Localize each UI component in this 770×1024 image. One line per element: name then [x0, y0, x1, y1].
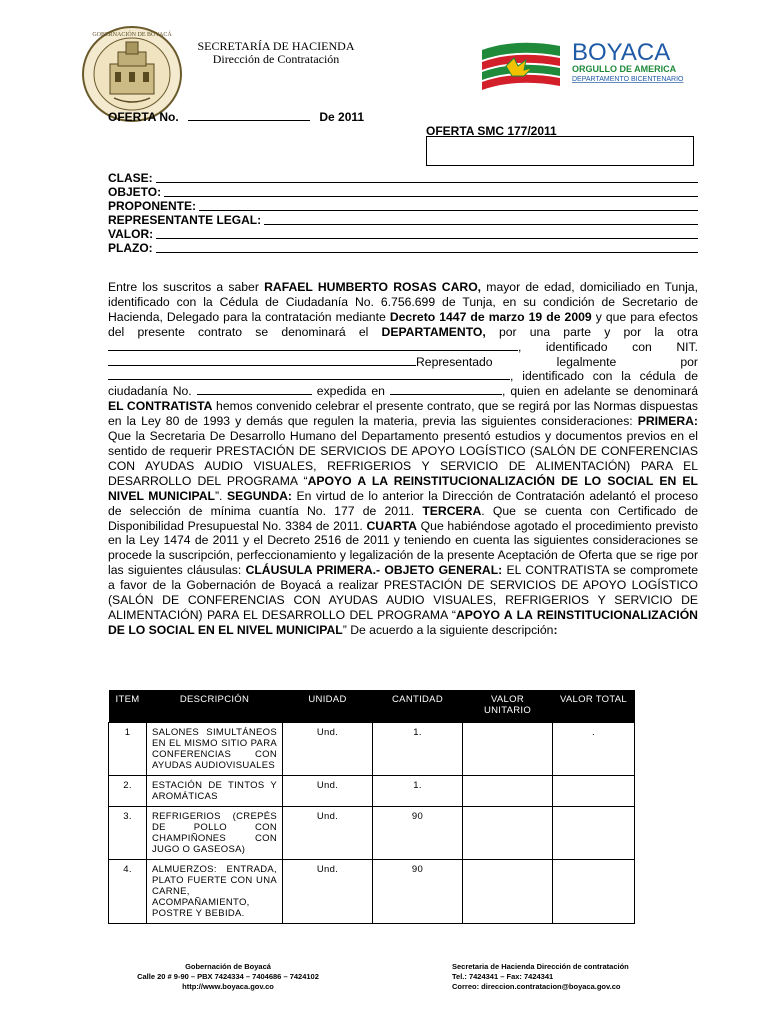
oferta-box [426, 136, 694, 166]
field-clase: CLASE: [108, 171, 698, 185]
col-descripcion: DESCRIPCIÓN [147, 690, 283, 723]
seal-lettering: GOBERNACIÓN DE BOYACÁ [92, 32, 172, 38]
gobernacion-seal [80, 24, 184, 124]
table-row: 2. ESTACIÓN DE TINTOS Y AROMÁTICAS Und. 1. [109, 776, 635, 807]
field-proponente: PROPONENTE: [108, 199, 698, 213]
col-cantidad: CANTIDAD [373, 690, 463, 723]
oferta-smc: OFERTA SMC 177/2011 [426, 124, 557, 138]
fields-block [108, 171, 698, 255]
col-valor-total: VALOR TOTAL [553, 690, 635, 723]
footer-left: Gobernación de Boyacá Calle 20 # 9-90 – PBX 7424334 – 7404686 – 7424102 http://www.boyaca.gov.co [110, 962, 346, 992]
table-row: 1 SALONES SIMULTÁNEOS EN EL MISMO SITIO PARA CONFERENCIAS CON AYUDAS AUDIOVISUALES Und. 1. . [109, 723, 635, 776]
col-unidad: UNIDAD [283, 690, 373, 723]
logo-title: BOYACA [572, 39, 671, 66]
secretaria-title: SECRETARÍA DE HACIENDA [197, 39, 355, 53]
direccion-title: Dirección de Contratación [212, 52, 340, 66]
col-valor-unitario: VALOR UNITARIO [463, 690, 553, 723]
field-objeto: OBJETO: [108, 185, 698, 199]
oferta-no-label: OFERTA No. [108, 110, 179, 124]
header-text [186, 40, 366, 66]
table-row: 4. ALMUERZOS: ENTRADA, PLATO FUERTE CON UNA CARNE, ACOMPAÑAMIENTO, POSTRE Y BEBIDA. Und. 90 [109, 860, 635, 924]
field-representante: REPRESENTANTE LEGAL: [108, 213, 698, 227]
oferta-number [108, 110, 364, 124]
footer-email: Correo: direccion.contratacion@boyaca.gov.co [452, 982, 621, 991]
logo-sub2: DEPARTAMENTO BICENTENARIO [572, 76, 684, 83]
contract-body: Entre los suscritos a saber RAFAEL HUMBERTO ROSAS CARO, mayor de edad, domiciliado en Tunja, identificado con la Cédula de Ciudadanía No. 6.756.699 de Tunja, en su condición de Secretario de Hacienda, Delegado para la contratación mediante Decreto 1447 de marzo 19 de 2009 y que para efectos del presente contrato se denominará el DEPARTAMENTO, por una parte y por la otra , identificado con NIT. Representado legalmente por , identificado con la cédula de ciudadanía No. expedida en , quien en adelante se denominará EL CONTRATISTA hemos convenido celebrar el presente contrato, que se regirá por las Normas dispuestas en la Ley 80 de 1993 y demás que regulen la materia, previa las siguientes consideraciones: PRIMERA: Que la Secretaria De Desarrollo Humano del Departamento presentó estudios y documentos previos en el sentido de requerir PRESTACIÓN DE SERVICIOS DE APOYO LOGÍSTICO (SALÓN DE CONFERENCIAS CON AYUDAS AUDIO VISUALES, REFRIGERIOS Y SERVICIO DE ALIMENTACIÓN) PARA EL DESARROLLO DEL PROGRAMA “APOYO A LA REINSTITUCIONALIZACIÓN DE LO SOCIAL EN EL NIVEL MUNICIPAL”. SEGUNDA: En virtud de lo anterior la Dirección de Contratación adelantó el proceso de selección de mínima cuantía No. 177 de 2011. TERCERA. Que se cuenta con Certificado de Disponibilidad Presupuestal No. 3384 de 2011. CUARTA Que habiéndose agotado el procedimiento previsto en la Ley 1474 de 2011 y el Decreto 2516 de 2011 y teniendo en cuenta las siguientes consideraciones se procede la suscripción, perfeccionamiento y legalización de la presente Aceptación de Oferta que se rige por las siguientes cláusulas: CLÁUSULA PRIMERA.- OBJETO GENERAL: EL CONTRATISTA se compromete a favor de la Gobernación de Boyacá a realizar PRESTACIÓN DE SERVICIOS DE APOYO LOGÍSTICO (SALÓN DE CONFERENCIAS CON AYUDAS AUDIO VISUALES, REFRIGERIOS Y SERVICIO DE ALIMENTACIÓN) PARA EL DESARROLLO DEL PROGRAMA “APOYO A LA REINSTITUCIONALIZACIÓN DE LO SOCIAL EN EL NIVEL MUNICIPAL” De acuerdo a la siguiente descripción: [108, 280, 699, 637]
col-item: ITEM [109, 690, 147, 723]
table-row: 3. REFRIGERIOS (CREPÉS DE POLLO CON CHAMPIÑONES CON JUGO O GASEOSA) Und. 90 [109, 807, 635, 860]
table-header [109, 690, 635, 723]
footer-right: Secretaria de Hacienda Dirección de contratación Tel.: 7424341 – Fax: 7424341 Correo: direccion.contratacion@boyaca.gov.co [452, 962, 672, 992]
oferta-year: De 2011 [319, 110, 365, 124]
logo-sub1: ORGULLO DE AMERICA [572, 64, 677, 74]
field-plazo: PLAZO: [108, 241, 698, 255]
items-table [108, 690, 635, 924]
field-valor: VALOR: [108, 227, 698, 241]
oferta-no-blank [188, 110, 310, 121]
boyaca-logo [476, 36, 696, 102]
footer-website: http://www.boyaca.gov.co [182, 982, 274, 991]
